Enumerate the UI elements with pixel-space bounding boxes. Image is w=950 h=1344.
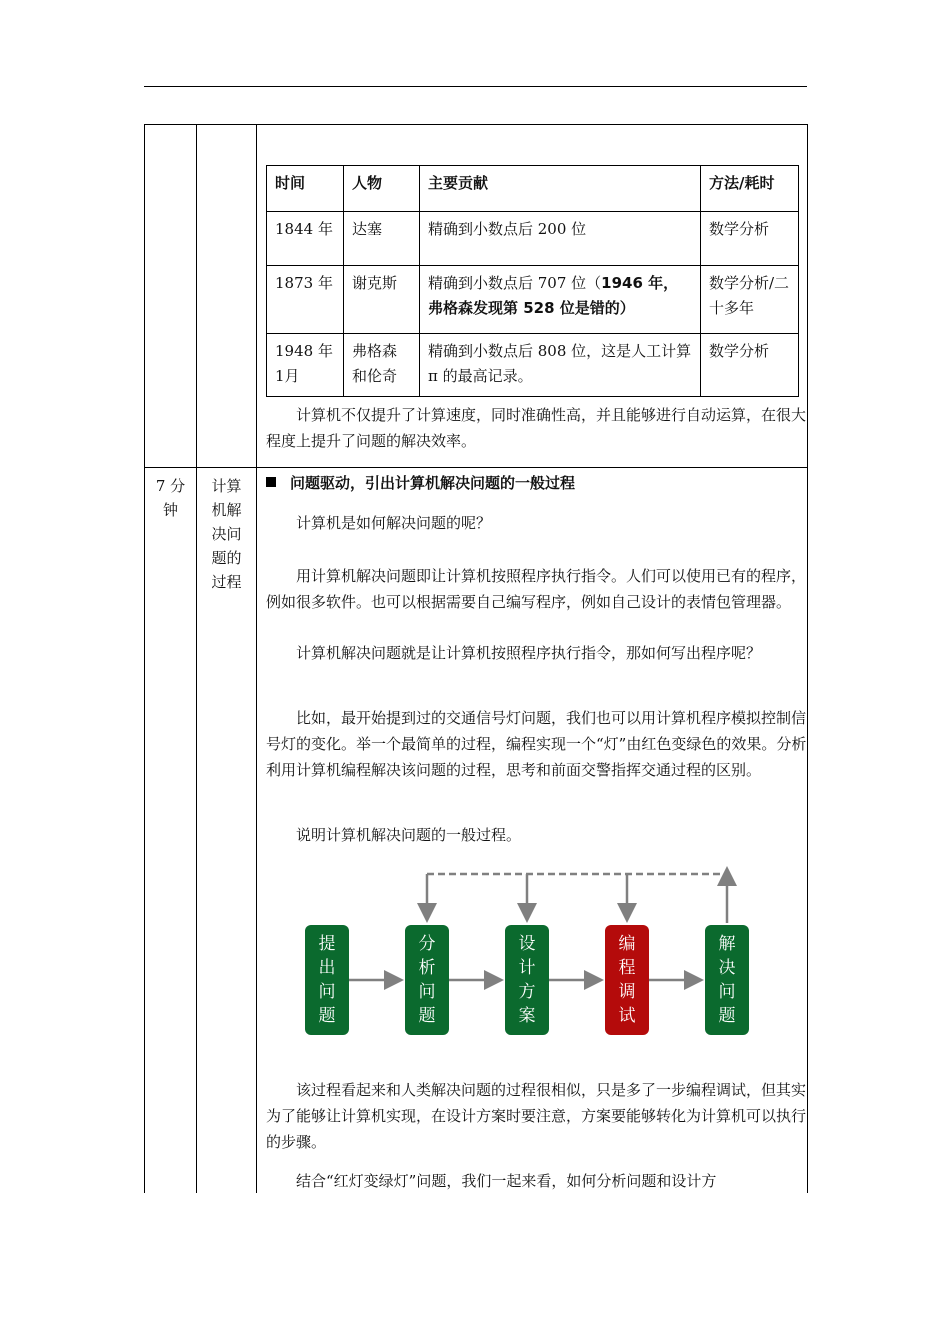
lesson-table — [144, 124, 808, 1193]
cell-method: 数学分析 — [701, 334, 799, 397]
paragraph: 计算机是如何解决问题的呢？ — [296, 514, 492, 532]
contribution-bold-note: 1946 年，弗格森发现第 528 位是错的） — [428, 274, 679, 317]
section-heading — [266, 472, 575, 494]
topic-cell-empty — [197, 125, 257, 468]
cell-method: 数学分析/二十多年 — [701, 266, 799, 334]
header-rule — [144, 86, 807, 87]
paragraph: 用计算机解决问题即让计算机按照程序执行指令。人们可以使用已有的程序，例如很多软件。也可以根据需要自己编写程序，例如自己设计的表情包管理器。 — [266, 567, 807, 611]
cell-time: 1844 年 — [267, 212, 344, 266]
paragraph: 比如，最开始提到过的交通信号灯问题，我们也可以用计算机程序模拟控制信号灯的变化。举一个最简单的过程，编程实现一个“灯”由红色变绿色的效果。分析利用计算机编程解决该问题的过程，思考和前面交警指挥交通过程的区别。 — [266, 709, 807, 779]
lesson-row-process — [145, 468, 808, 1194]
process-flowchart — [302, 866, 762, 1041]
col-header-contribution: 主要贡献 — [420, 166, 701, 212]
paragraph: 说明计算机解决问题的一般过程。 — [296, 826, 522, 844]
contribution-text: 精确到小数点后 707 位（ — [428, 274, 602, 292]
table-row — [267, 334, 799, 397]
col-header-person: 人物 — [344, 166, 420, 212]
step-solve-problem: 解 决 问 题 — [705, 925, 749, 1035]
time-cell — [145, 468, 197, 1194]
table-row — [267, 266, 799, 334]
pi-history-table — [266, 165, 799, 397]
cell-person: 达塞 — [344, 212, 420, 266]
content-cell-process — [257, 468, 808, 1194]
cell-contribution: 精确到小数点后 808 位，这是人工计算 π 的最高记录。 — [420, 334, 701, 397]
square-bullet-icon — [266, 477, 276, 487]
col-header-method: 方法/耗时 — [701, 166, 799, 212]
paragraph: 该过程看起来和人类解决问题的过程很相似，只是多了一步编程调试，但其实为了能够让计算机实现，在设计方案时要注意，方案要能够转化为计算机可以执行的步骤。 — [266, 1081, 807, 1151]
cell-person: 谢克斯 — [344, 266, 420, 334]
step-raise-problem: 提 出 问 题 — [305, 925, 349, 1035]
content-cell-pi — [257, 125, 808, 468]
topic-cell — [197, 468, 257, 1194]
paragraph: 结合“红灯变绿灯”问题，我们一起来看，如何分析问题和设计方 — [296, 1172, 717, 1190]
cell-time: 1873 年 — [267, 266, 344, 334]
cell-method: 数学分析 — [701, 212, 799, 266]
step-analyze-problem: 分 析 问 题 — [405, 925, 449, 1035]
lesson-row-pi — [145, 125, 808, 468]
paragraph: 计算机解决问题就是让计算机按照程序执行指令，那如何写出程序呢？ — [296, 644, 762, 662]
pi-table-header-row — [267, 166, 799, 212]
cell-person: 弗格森和伦奇 — [344, 334, 420, 397]
heading-text: 问题驱动，引出计算机解决问题的一般过程 — [290, 474, 576, 492]
table-row — [267, 212, 799, 266]
summary-paragraph: 计算机不仅提升了计算速度，同时准确性高，并且能够进行自动运算，在很大程度上提升了问题的解决效率。 — [266, 406, 807, 450]
step-design-solution: 设 计 方 案 — [505, 925, 549, 1035]
time-cell-empty — [145, 125, 197, 468]
topic-label: 计算机解决问题的过程 — [211, 477, 242, 591]
cell-time: 1948 年 1月 — [267, 334, 344, 397]
cell-contribution: 精确到小数点后 200 位 — [420, 212, 701, 266]
col-header-time: 时间 — [267, 166, 344, 212]
step-program-debug: 编 程 调 试 — [605, 925, 649, 1035]
time-label: 7 分钟 — [155, 477, 186, 519]
cell-contribution — [420, 266, 701, 334]
